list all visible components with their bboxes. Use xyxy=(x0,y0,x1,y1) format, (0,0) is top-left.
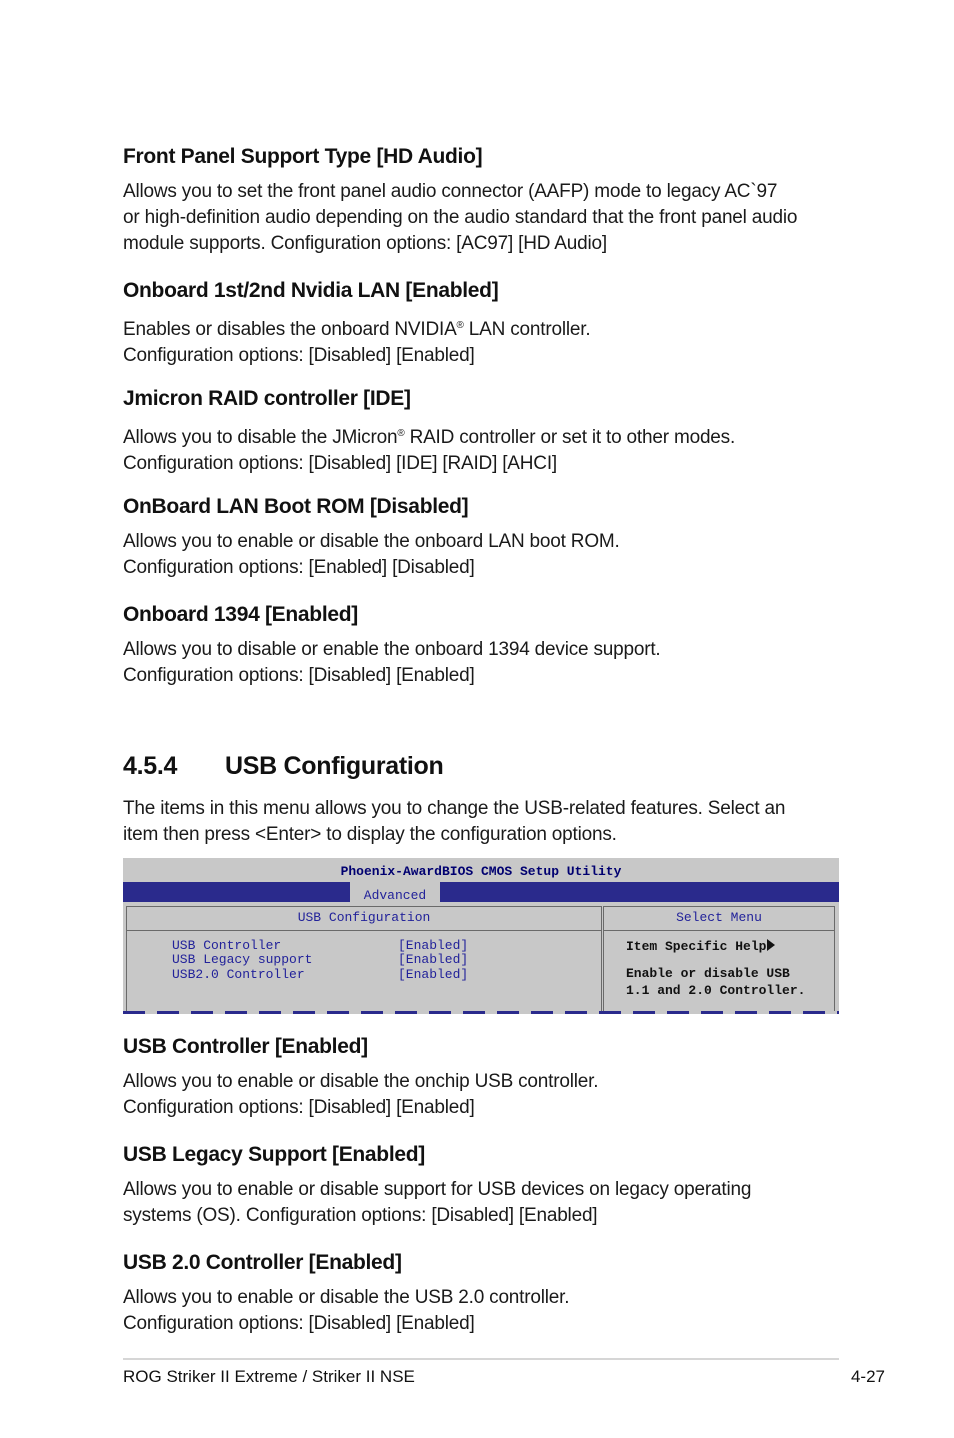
section-text-usb2-controller xyxy=(123,1285,843,1337)
bios-item-usb-legacy[interactable]: USB Legacy support xyxy=(172,952,313,967)
footer-divider xyxy=(123,1358,839,1360)
bios-main-panel xyxy=(126,906,602,1012)
text-line: Configuration options: [Disabled] [Enabled] xyxy=(123,345,475,366)
footer-product-name: ROG Striker II Extreme / Striker II NSE xyxy=(123,1367,415,1386)
text-line: Configuration options: [Disabled] [Enabled] xyxy=(123,1097,475,1118)
bios-help-line: Enable or disable USB xyxy=(626,966,790,981)
bios-value-usb-legacy[interactable]: [Enabled] xyxy=(398,952,469,967)
text-line: Allows you to set the front panel audio connector (AAFP) mode to legacy AC`97 xyxy=(123,181,778,202)
section-text-onboard-1394 xyxy=(123,637,843,689)
bios-main-header: USB Configuration xyxy=(127,907,601,931)
section-text-lan-boot-rom xyxy=(123,529,843,581)
text-line: Allows you to enable or disable the onboard LAN boot ROM. xyxy=(123,531,620,552)
bios-item-usb2-controller[interactable]: USB2.0 Controller xyxy=(172,967,305,982)
section-heading-nvidia-lan: Onboard 1st/2nd Nvidia LAN [Enabled] xyxy=(123,279,499,302)
bios-value-usb-controller[interactable]: [Enabled] xyxy=(398,938,469,953)
bios-help-panel xyxy=(603,906,835,1012)
text-fragment: LAN controller. xyxy=(463,319,591,340)
registered-mark: ® xyxy=(397,428,405,439)
section-text-usb-legacy xyxy=(123,1177,843,1229)
section-heading-usb-controller: USB Controller [Enabled] xyxy=(123,1035,368,1058)
text-line: or high-definition audio depending on the audio standard that the front panel audio xyxy=(123,207,798,228)
section-text-jmicron-raid xyxy=(123,421,843,477)
usb-configuration-title xyxy=(123,752,443,781)
text-line: Configuration options: [Disabled] [IDE] [RAID] [AHCI] xyxy=(123,453,557,474)
bios-bottom-border xyxy=(123,1011,839,1014)
bios-title: Phoenix-AwardBIOS CMOS Setup Utility xyxy=(123,858,839,882)
bios-item-usb-controller[interactable]: USB Controller xyxy=(172,938,282,953)
text-line xyxy=(123,421,843,451)
text-line: module supports. Configuration options: [AC97] [HD Audio] xyxy=(123,233,607,254)
page-number: 4-27 xyxy=(850,1367,885,1386)
bios-help-title xyxy=(626,939,775,954)
arrow-right-icon xyxy=(767,939,775,951)
text-line: Configuration options: [Disabled] [Enabled] xyxy=(123,665,475,686)
section-heading-usb2-controller: USB 2.0 Controller [Enabled] xyxy=(123,1251,402,1274)
text-fragment: Enables or disables the onboard NVIDIA xyxy=(123,319,457,340)
bios-menubar xyxy=(123,882,839,902)
section-heading-lan-boot-rom: OnBoard LAN Boot ROM [Disabled] xyxy=(123,495,469,518)
text-line: Configuration options: [Disabled] [Enabled] xyxy=(123,1313,475,1334)
registered-mark: ® xyxy=(456,320,464,331)
section-text-front-panel xyxy=(123,179,843,257)
section-heading-usb-legacy: USB Legacy Support [Enabled] xyxy=(123,1143,425,1166)
text-fragment: Allows you to disable the JMicron xyxy=(123,427,398,448)
help-title-text: Item Specific Help xyxy=(626,939,767,954)
text-line xyxy=(123,313,843,343)
section-text-usb-controller xyxy=(123,1069,843,1121)
section-text-nvidia-lan xyxy=(123,313,843,369)
section-heading-onboard-1394: Onboard 1394 [Enabled] xyxy=(123,603,358,626)
text-line: item then press <Enter> to display the configuration options. xyxy=(123,824,617,845)
section-title: USB Configuration xyxy=(225,752,444,780)
text-line: Allows you to enable or disable the onchip USB controller. xyxy=(123,1071,599,1092)
text-line: Configuration options: [Enabled] [Disabled] xyxy=(123,557,475,578)
text-line: Allows you to enable or disable the USB 2.0 controller. xyxy=(123,1287,570,1308)
text-line: Allows you to enable or disable support for USB devices on legacy operating xyxy=(123,1179,752,1200)
bios-side-header: Select Menu xyxy=(604,907,834,931)
text-line: systems (OS). Configuration options: [Disabled] [Enabled] xyxy=(123,1205,598,1226)
text-line: Allows you to disable or enable the onboard 1394 device support. xyxy=(123,639,661,660)
text-fragment: RAID controller or set it to other modes. xyxy=(404,427,736,448)
section-number: 4.5.4 xyxy=(123,752,178,780)
section-heading-front-panel: Front Panel Support Type [HD Audio] xyxy=(123,145,483,168)
usb-intro-text xyxy=(123,796,843,848)
bios-screenshot xyxy=(123,858,839,1014)
bios-value-usb2-controller[interactable]: [Enabled] xyxy=(398,967,469,982)
bios-tab-advanced[interactable]: Advanced xyxy=(350,882,440,904)
bios-help-line: 1.1 and 2.0 Controller. xyxy=(626,983,806,998)
text-line: The items in this menu allows you to change the USB-related features. Select an xyxy=(123,798,786,819)
section-heading-jmicron-raid: Jmicron RAID controller [IDE] xyxy=(123,387,411,410)
